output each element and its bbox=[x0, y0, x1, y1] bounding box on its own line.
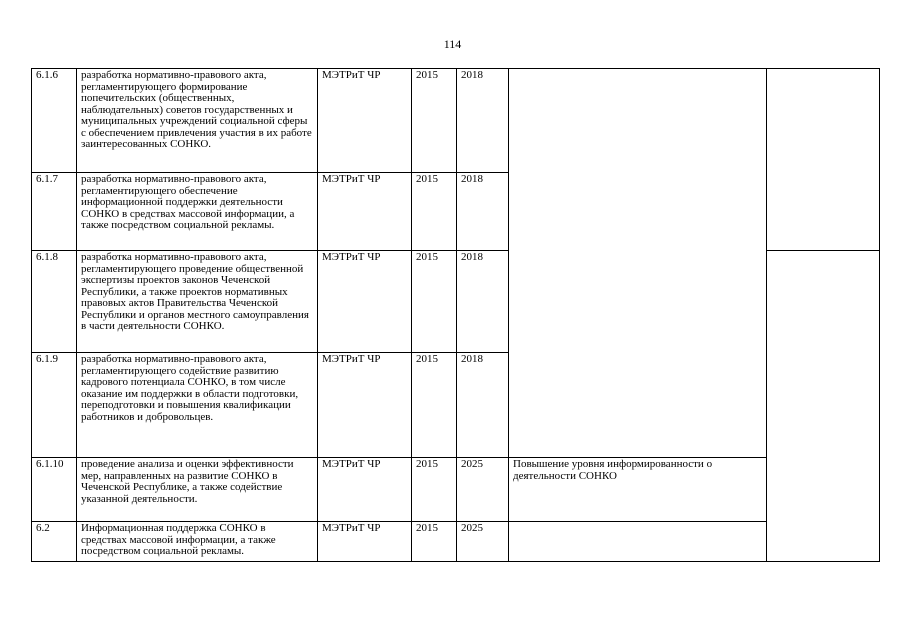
row-number: 6.1.9 bbox=[32, 353, 77, 458]
start-year: 2015 bbox=[412, 173, 457, 251]
row-number: 6.1.8 bbox=[32, 251, 77, 353]
start-year: 2015 bbox=[412, 522, 457, 562]
end-year: 2025 bbox=[457, 458, 509, 522]
result-cell bbox=[509, 69, 767, 458]
start-year: 2015 bbox=[412, 458, 457, 522]
measure-name: Информационная поддержка СОНКО в средствах массовой информации, а также посредством социальной рекламы. bbox=[77, 522, 318, 562]
measure-name: проведение анализа и оценки эффективности мер, направленных на развитие СОНКО в Чеченской Республике, а также содействие указанной деятельности. bbox=[77, 458, 318, 522]
end-year: 2018 bbox=[457, 251, 509, 353]
extra-cell bbox=[767, 251, 880, 562]
end-year: 2025 bbox=[457, 522, 509, 562]
result-cell bbox=[509, 522, 767, 562]
table-row bbox=[32, 69, 880, 173]
start-year: 2015 bbox=[412, 251, 457, 353]
measure-name: разработка нормативно-правового акта, регламентирующего содействие развитию кадрового потенциала СОНКО, в том числе оказание им поддержки в области подготовки, переподготовки и повышения квалификации работников и добровольцев. bbox=[77, 353, 318, 458]
row-number: 6.1.7 bbox=[32, 173, 77, 251]
page-number: 114 bbox=[443, 37, 462, 51]
responsible: МЭТРиТ ЧР bbox=[318, 522, 412, 562]
end-year: 2018 bbox=[457, 353, 509, 458]
responsible: МЭТРиТ ЧР bbox=[318, 173, 412, 251]
row-number: 6.1.6 bbox=[32, 69, 77, 173]
table-row bbox=[32, 458, 880, 522]
row-number: 6.2 bbox=[32, 522, 77, 562]
table-row bbox=[32, 522, 880, 562]
start-year: 2015 bbox=[412, 69, 457, 173]
end-year: 2018 bbox=[457, 69, 509, 173]
row-number: 6.1.10 bbox=[32, 458, 77, 522]
measures-table bbox=[31, 68, 880, 562]
measure-name: разработка нормативно-правового акта, регламентирующего обеспечение информационной поддержки деятельности СОНКО в средствах массовой информации, а также посредством социальной рекламы. bbox=[77, 173, 318, 251]
extra-cell bbox=[767, 69, 880, 251]
end-year: 2018 bbox=[457, 173, 509, 251]
measure-name: разработка нормативно-правового акта, регламентирующего проведение общественной экспертизы проектов законов Чеченской Республики, а также проектов нормативных правовых актов Правительства Чеченской Республики и органов местного самоуправления в части деятельности СОНКО. bbox=[77, 251, 318, 353]
responsible: МЭТРиТ ЧР bbox=[318, 69, 412, 173]
responsible: МЭТРиТ ЧР bbox=[318, 251, 412, 353]
responsible: МЭТРиТ ЧР bbox=[318, 353, 412, 458]
responsible: МЭТРиТ ЧР bbox=[318, 458, 412, 522]
start-year: 2015 bbox=[412, 353, 457, 458]
measure-name: разработка нормативно-правового акта, регламентирующего формирование попечительских (общественных, наблюдательных) советов государственных и муниципальных учреждений социальной сферы с обеспечением привлечения участия в их работе заинтересованных СОНКО. bbox=[77, 69, 318, 173]
result-cell: Повышение уровня информированности о деятельности СОНКО bbox=[509, 458, 767, 522]
